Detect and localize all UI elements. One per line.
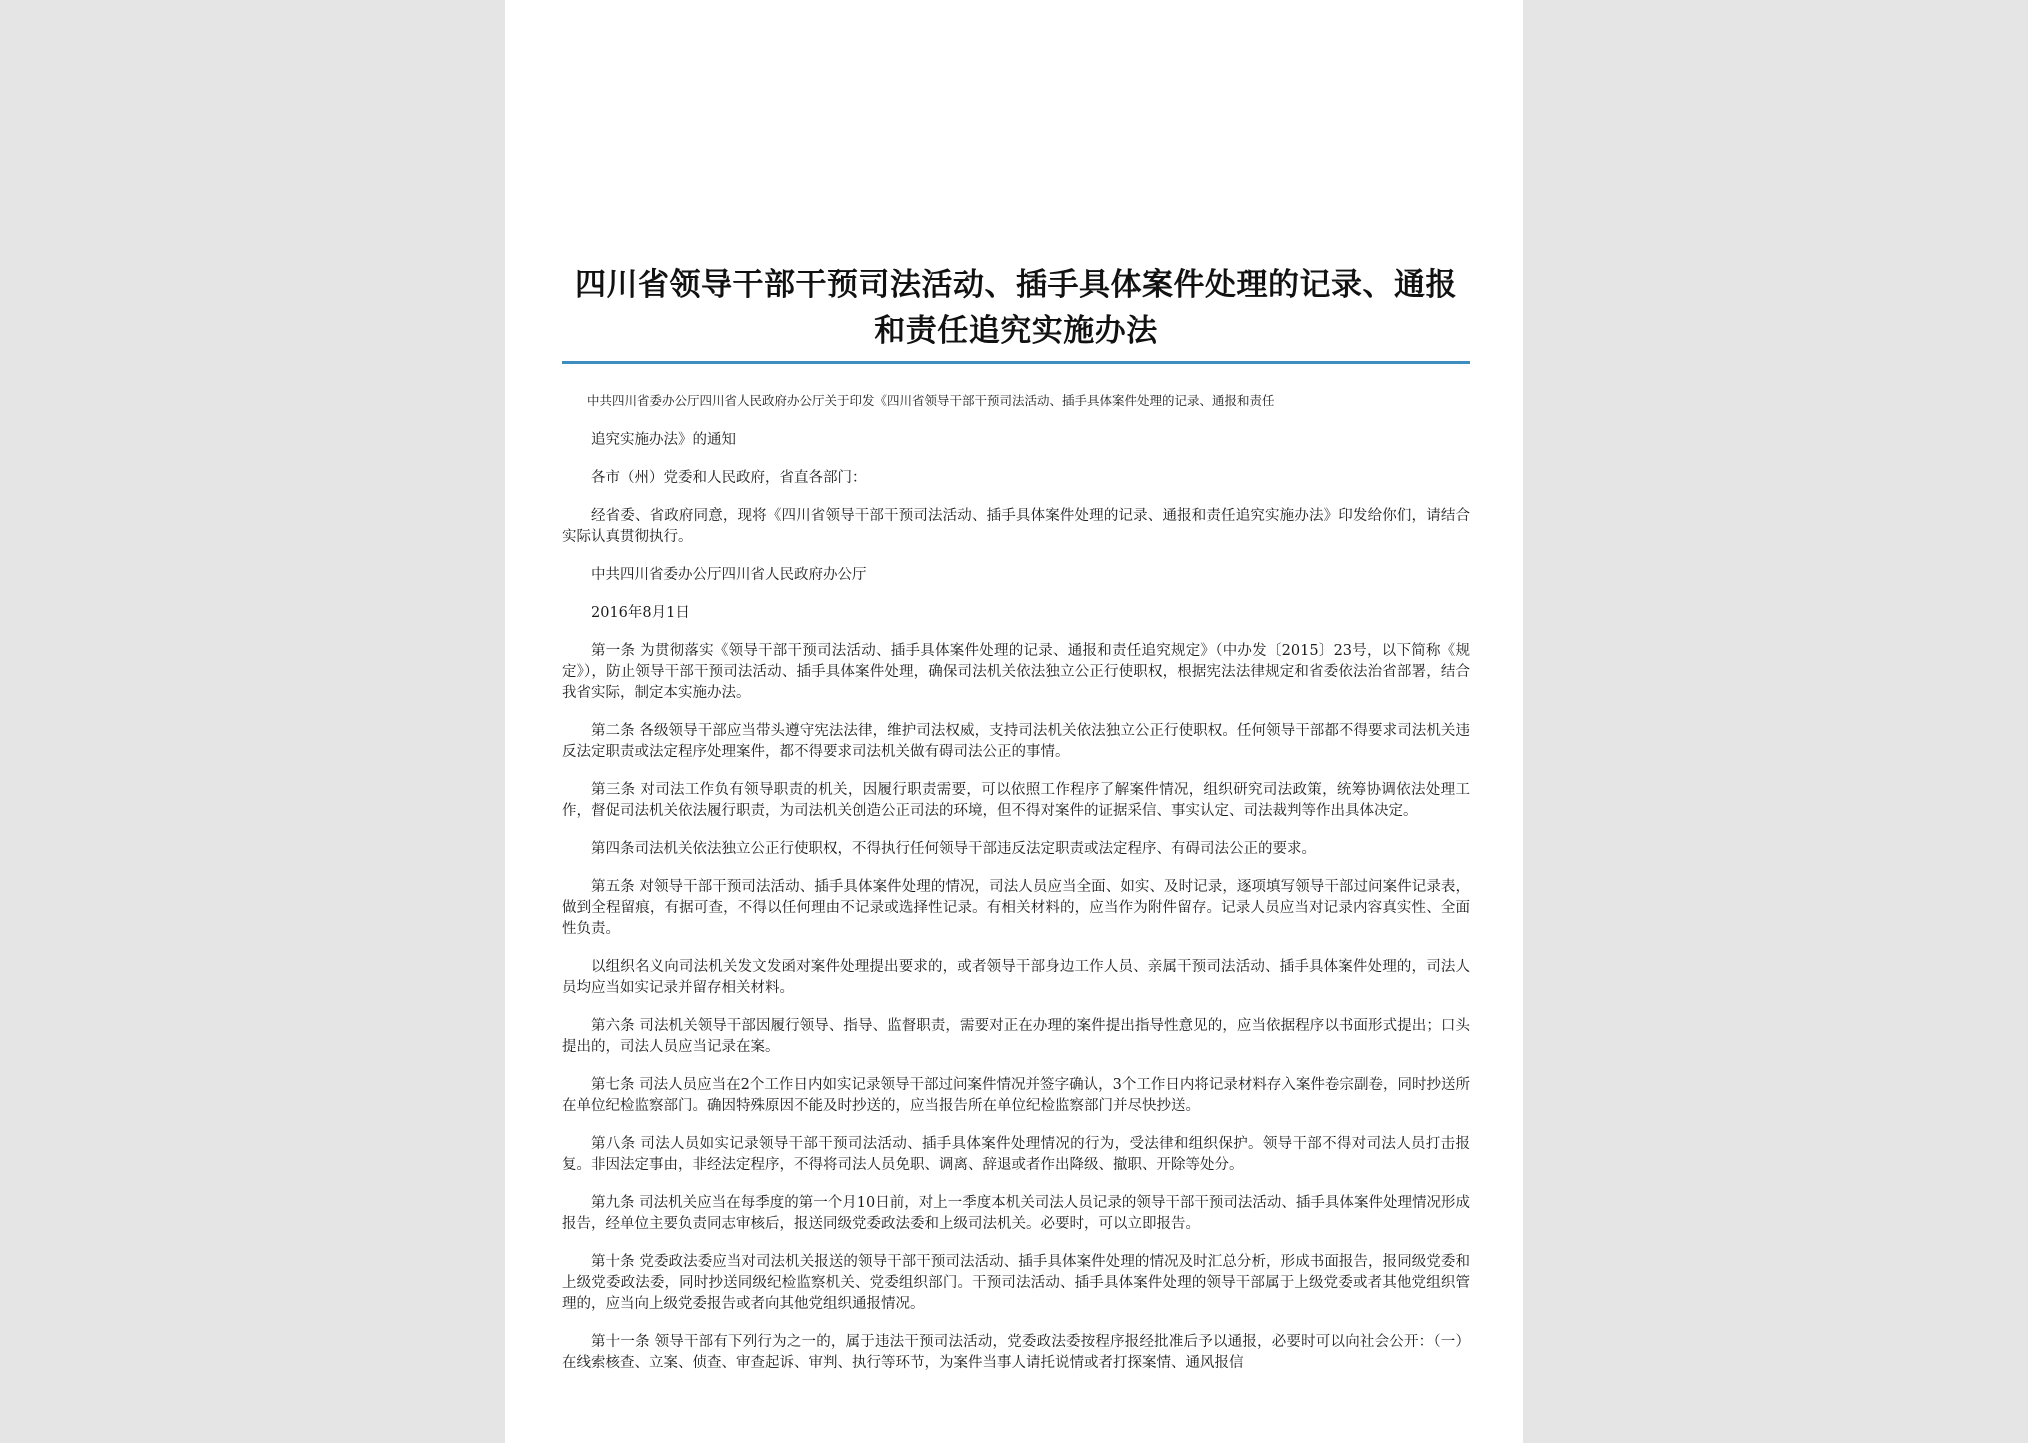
article-8: 第八条 司法人员如实记录领导干部干预司法活动、插手具体案件处理情况的行为，受法律和组织保护。领导干部不得对司法人员打击报复。非因法定事由，非经法定程序，不得将司法人员免职、调离、辞退或者作出降级、撤职、开除等处分。 (562, 1136, 1470, 1173)
article-2: 第二条 各级领导干部应当带头遵守宪法法律，维护司法权威，支持司法机关依法独立公正行使职权。任何领导干部都不得要求司法机关违反法定职责或法定程序处理案件，都不得要求司法机关做有碍司法公正的事情。 (562, 723, 1470, 760)
article-1: 第一条 为贯彻落实《领导干部干预司法活动、插手具体案件处理的记录、通报和责任追究规定》（中办发〔2015〕23号，以下简称《规定》），防止领导干部干预司法活动、插手具体案件处理，确保司法机关依法独立公正行使职权，根据宪法法律规定和省委依法治省部署，结合我省实际，制定本实施办法。 (562, 643, 1470, 701)
article-4: 第四条司法机关依法独立公正行使职权，不得执行任何领导干部违反法定职责或法定程序、有碍司法公正的要求。 (591, 841, 1316, 857)
article-9: 第九条 司法机关应当在每季度的第一个月10日前，对上一季度本机关司法人员记录的领导干部干预司法活动、插手具体案件处理情况形成报告，经单位主要负责同志审核后，报送同级党委政法委和上级司法机关。必要时，可以立即报告。 (562, 1195, 1470, 1232)
article-5-supplement: 以组织名义向司法机关发文发函对案件处理提出要求的，或者领导干部身边工作人员、亲属干预司法活动、插手具体案件处理的，司法人员均应当如实记录并留存相关材料。 (562, 959, 1470, 996)
article-6: 第六条 司法机关领导干部因履行领导、指导、监督职责，需要对正在办理的案件提出指导性意见的，应当依据程序以书面形式提出；口头提出的，司法人员应当记录在案。 (562, 1018, 1470, 1055)
article-11: 第十一条 领导干部有下列行为之一的，属于违法干预司法活动，党委政法委按程序报经批准后予以通报，必要时可以向社会公开：（一）在线索核查、立案、侦查、审查起诉、审判、执行等环节，为案件当事人请托说情或者打探案情、通风报信 (562, 1334, 1470, 1371)
document-page (505, 0, 1523, 1443)
issuing-office: 中共四川省委办公厅四川省人民政府办公厅 (591, 567, 867, 583)
article-5: 第五条 对领导干部干预司法活动、插手具体案件处理的情况，司法人员应当全面、如实、及时记录，逐项填写领导干部过问案件记录表，做到全程留痕，有据可查，不得以任何理由不记录或选择性记录。有相关材料的，应当作为附件留存。记录人员应当对记录内容真实性、全面性负责。 (562, 879, 1470, 937)
article-7: 第七条 司法人员应当在2个工作日内如实记录领导干部过问案件情况并签字确认，3个工作日内将记录材料存入案件卷宗副卷，同时抄送所在单位纪检监察部门。确因特殊原因不能及时抄送的，应当报告所在单位纪检监察部门并尽快抄送。 (562, 1077, 1470, 1114)
addressee: 各市（州）党委和人民政府，省直各部门： (591, 470, 867, 486)
document-content (562, 262, 1470, 1391)
article-10: 第十条 党委政法委应当对司法机关报送的领导干部干预司法活动、插手具体案件处理的情况及时汇总分析，形成书面报告，报同级党委和上级党委政法委，同时抄送同级纪检监察机关、党委组织部门。干预司法活动、插手具体案件处理的领导干部属于上级党委或者其他党组织管理的，应当向上级党委报告或者向其他党组织通报情况。 (562, 1254, 1470, 1312)
document-body (562, 390, 1470, 1374)
document-title: 四川省领导干部干预司法活动、插手具体案件处理的记录、通报和责任追究实施办法 (562, 262, 1470, 364)
notice-body: 经省委、省政府同意，现将《四川省领导干部干预司法活动、插手具体案件处理的记录、通报和责任追究实施办法》印发给你们，请结合实际认真贯彻执行。 (562, 508, 1470, 545)
notice-heading-line-2: 追究实施办法》的通知 (591, 432, 736, 448)
issue-date: 2016年8月1日 (591, 605, 690, 621)
notice-heading-line-1: 中共四川省委办公厅四川省人民政府办公厅关于印发《四川省领导干部干预司法活动、插手具体案件处理的记录、通报和责任 (587, 393, 1275, 408)
article-3: 第三条 对司法工作负有领导职责的机关，因履行职责需要，可以依照工作程序了解案件情况，组织研究司法政策，统筹协调依法处理工作，督促司法机关依法履行职责，为司法机关创造公正司法的环境，但不得对案件的证据采信、事实认定、司法裁判等作出具体决定。 (562, 782, 1470, 819)
